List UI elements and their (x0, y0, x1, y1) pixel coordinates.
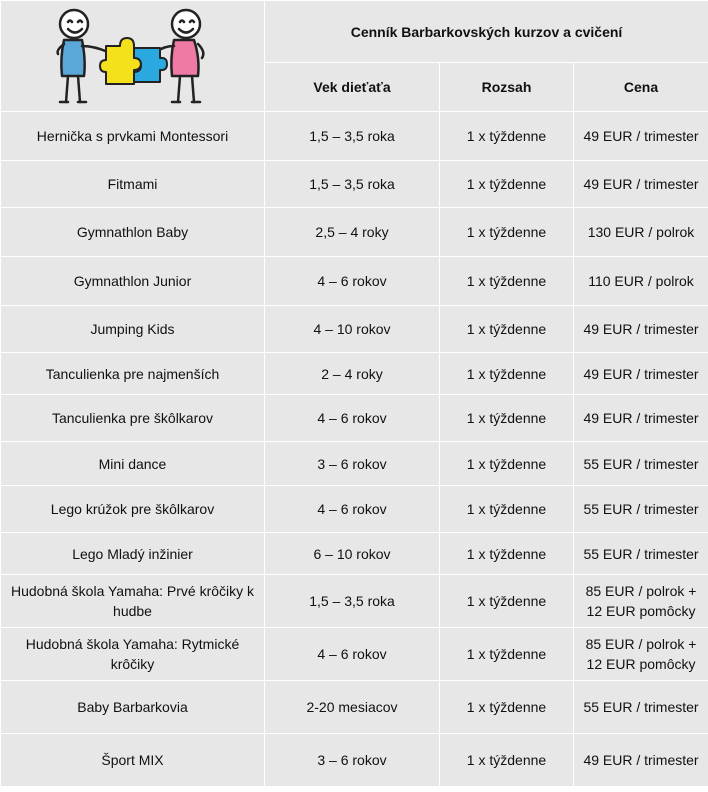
course-name: Hudobná škola Yamaha: Rytmické krôčiky (1, 628, 265, 681)
course-name: Lego Mladý inžinier (1, 533, 265, 575)
header-frequency: Rozsah (440, 63, 574, 112)
table-row (1, 533, 708, 575)
frequency: 1 x týždenne (440, 257, 574, 306)
age-range: 1,5 – 3,5 roka (265, 112, 440, 161)
frequency: 1 x týždenne (440, 112, 574, 161)
kids-puzzle-icon (48, 4, 218, 108)
age-range: 3 – 6 rokov (265, 442, 440, 486)
frequency: 1 x týždenne (440, 681, 574, 734)
header-price: Cena (574, 63, 708, 112)
table-row (1, 628, 708, 681)
age-range: 4 – 6 rokov (265, 257, 440, 306)
frequency: 1 x týždenne (440, 628, 574, 681)
table-row (1, 681, 708, 734)
price: 49 EUR / trimester (574, 395, 708, 442)
table-row (1, 395, 708, 442)
frequency: 1 x týždenne (440, 353, 574, 395)
price: 49 EUR / trimester (574, 734, 708, 787)
table-row (1, 575, 708, 628)
course-name: Hudobná škola Yamaha: Prvé krôčiky k hudbe (1, 575, 265, 628)
age-range: 4 – 6 rokov (265, 486, 440, 533)
frequency: 1 x týždenne (440, 208, 574, 257)
frequency: 1 x týždenne (440, 442, 574, 486)
age-range: 1,5 – 3,5 roka (265, 575, 440, 628)
price: 49 EUR / trimester (574, 353, 708, 395)
frequency: 1 x týždenne (440, 395, 574, 442)
table-row (1, 112, 708, 161)
course-name: Gymnathlon Junior (1, 257, 265, 306)
course-name: Tanculienka pre najmenších (1, 353, 265, 395)
table-row (1, 442, 708, 486)
age-range: 2-20 mesiacov (265, 681, 440, 734)
price: 55 EUR / trimester (574, 681, 708, 734)
course-name: Jumping Kids (1, 306, 265, 353)
age-range: 3 – 6 rokov (265, 734, 440, 787)
header-age: Vek dieťaťa (265, 63, 440, 112)
price: 130 EUR / polrok (574, 208, 708, 257)
price: 85 EUR / polrok + 12 EUR pomôcky (574, 628, 708, 681)
price: 49 EUR / trimester (574, 112, 708, 161)
frequency: 1 x týždenne (440, 533, 574, 575)
table-row (1, 734, 708, 787)
table-title: Cenník Barbarkovských kurzov a cvičení (265, 1, 708, 63)
price: 49 EUR / trimester (574, 306, 708, 353)
age-range: 4 – 6 rokov (265, 628, 440, 681)
price: 85 EUR / polrok + 12 EUR pomôcky (574, 575, 708, 628)
course-name: Baby Barbarkovia (1, 681, 265, 734)
frequency: 1 x týždenne (440, 486, 574, 533)
table-row (1, 353, 708, 395)
course-name: Hernička s prvkami Montessori (1, 112, 265, 161)
frequency: 1 x týždenne (440, 575, 574, 628)
age-range: 1,5 – 3,5 roka (265, 161, 440, 208)
course-name: Šport MIX (1, 734, 265, 787)
table-row (1, 306, 708, 353)
price: 110 EUR / polrok (574, 257, 708, 306)
table-row (1, 161, 708, 208)
price: 55 EUR / trimester (574, 442, 708, 486)
age-range: 2,5 – 4 roky (265, 208, 440, 257)
course-name: Gymnathlon Baby (1, 208, 265, 257)
course-name: Lego krúžok pre škôlkarov (1, 486, 265, 533)
frequency: 1 x týždenne (440, 161, 574, 208)
age-range: 4 – 10 rokov (265, 306, 440, 353)
price: 49 EUR / trimester (574, 161, 708, 208)
price: 55 EUR / trimester (574, 486, 708, 533)
logo-cell (1, 1, 265, 112)
table-row (1, 208, 708, 257)
course-name: Mini dance (1, 442, 265, 486)
age-range: 6 – 10 rokov (265, 533, 440, 575)
course-name: Fitmami (1, 161, 265, 208)
frequency: 1 x týždenne (440, 306, 574, 353)
table-row (1, 486, 708, 533)
age-range: 2 – 4 roky (265, 353, 440, 395)
frequency: 1 x týždenne (440, 734, 574, 787)
course-name: Tanculienka pre škôlkarov (1, 395, 265, 442)
table-row (1, 257, 708, 306)
age-range: 4 – 6 rokov (265, 395, 440, 442)
price: 55 EUR / trimester (574, 533, 708, 575)
